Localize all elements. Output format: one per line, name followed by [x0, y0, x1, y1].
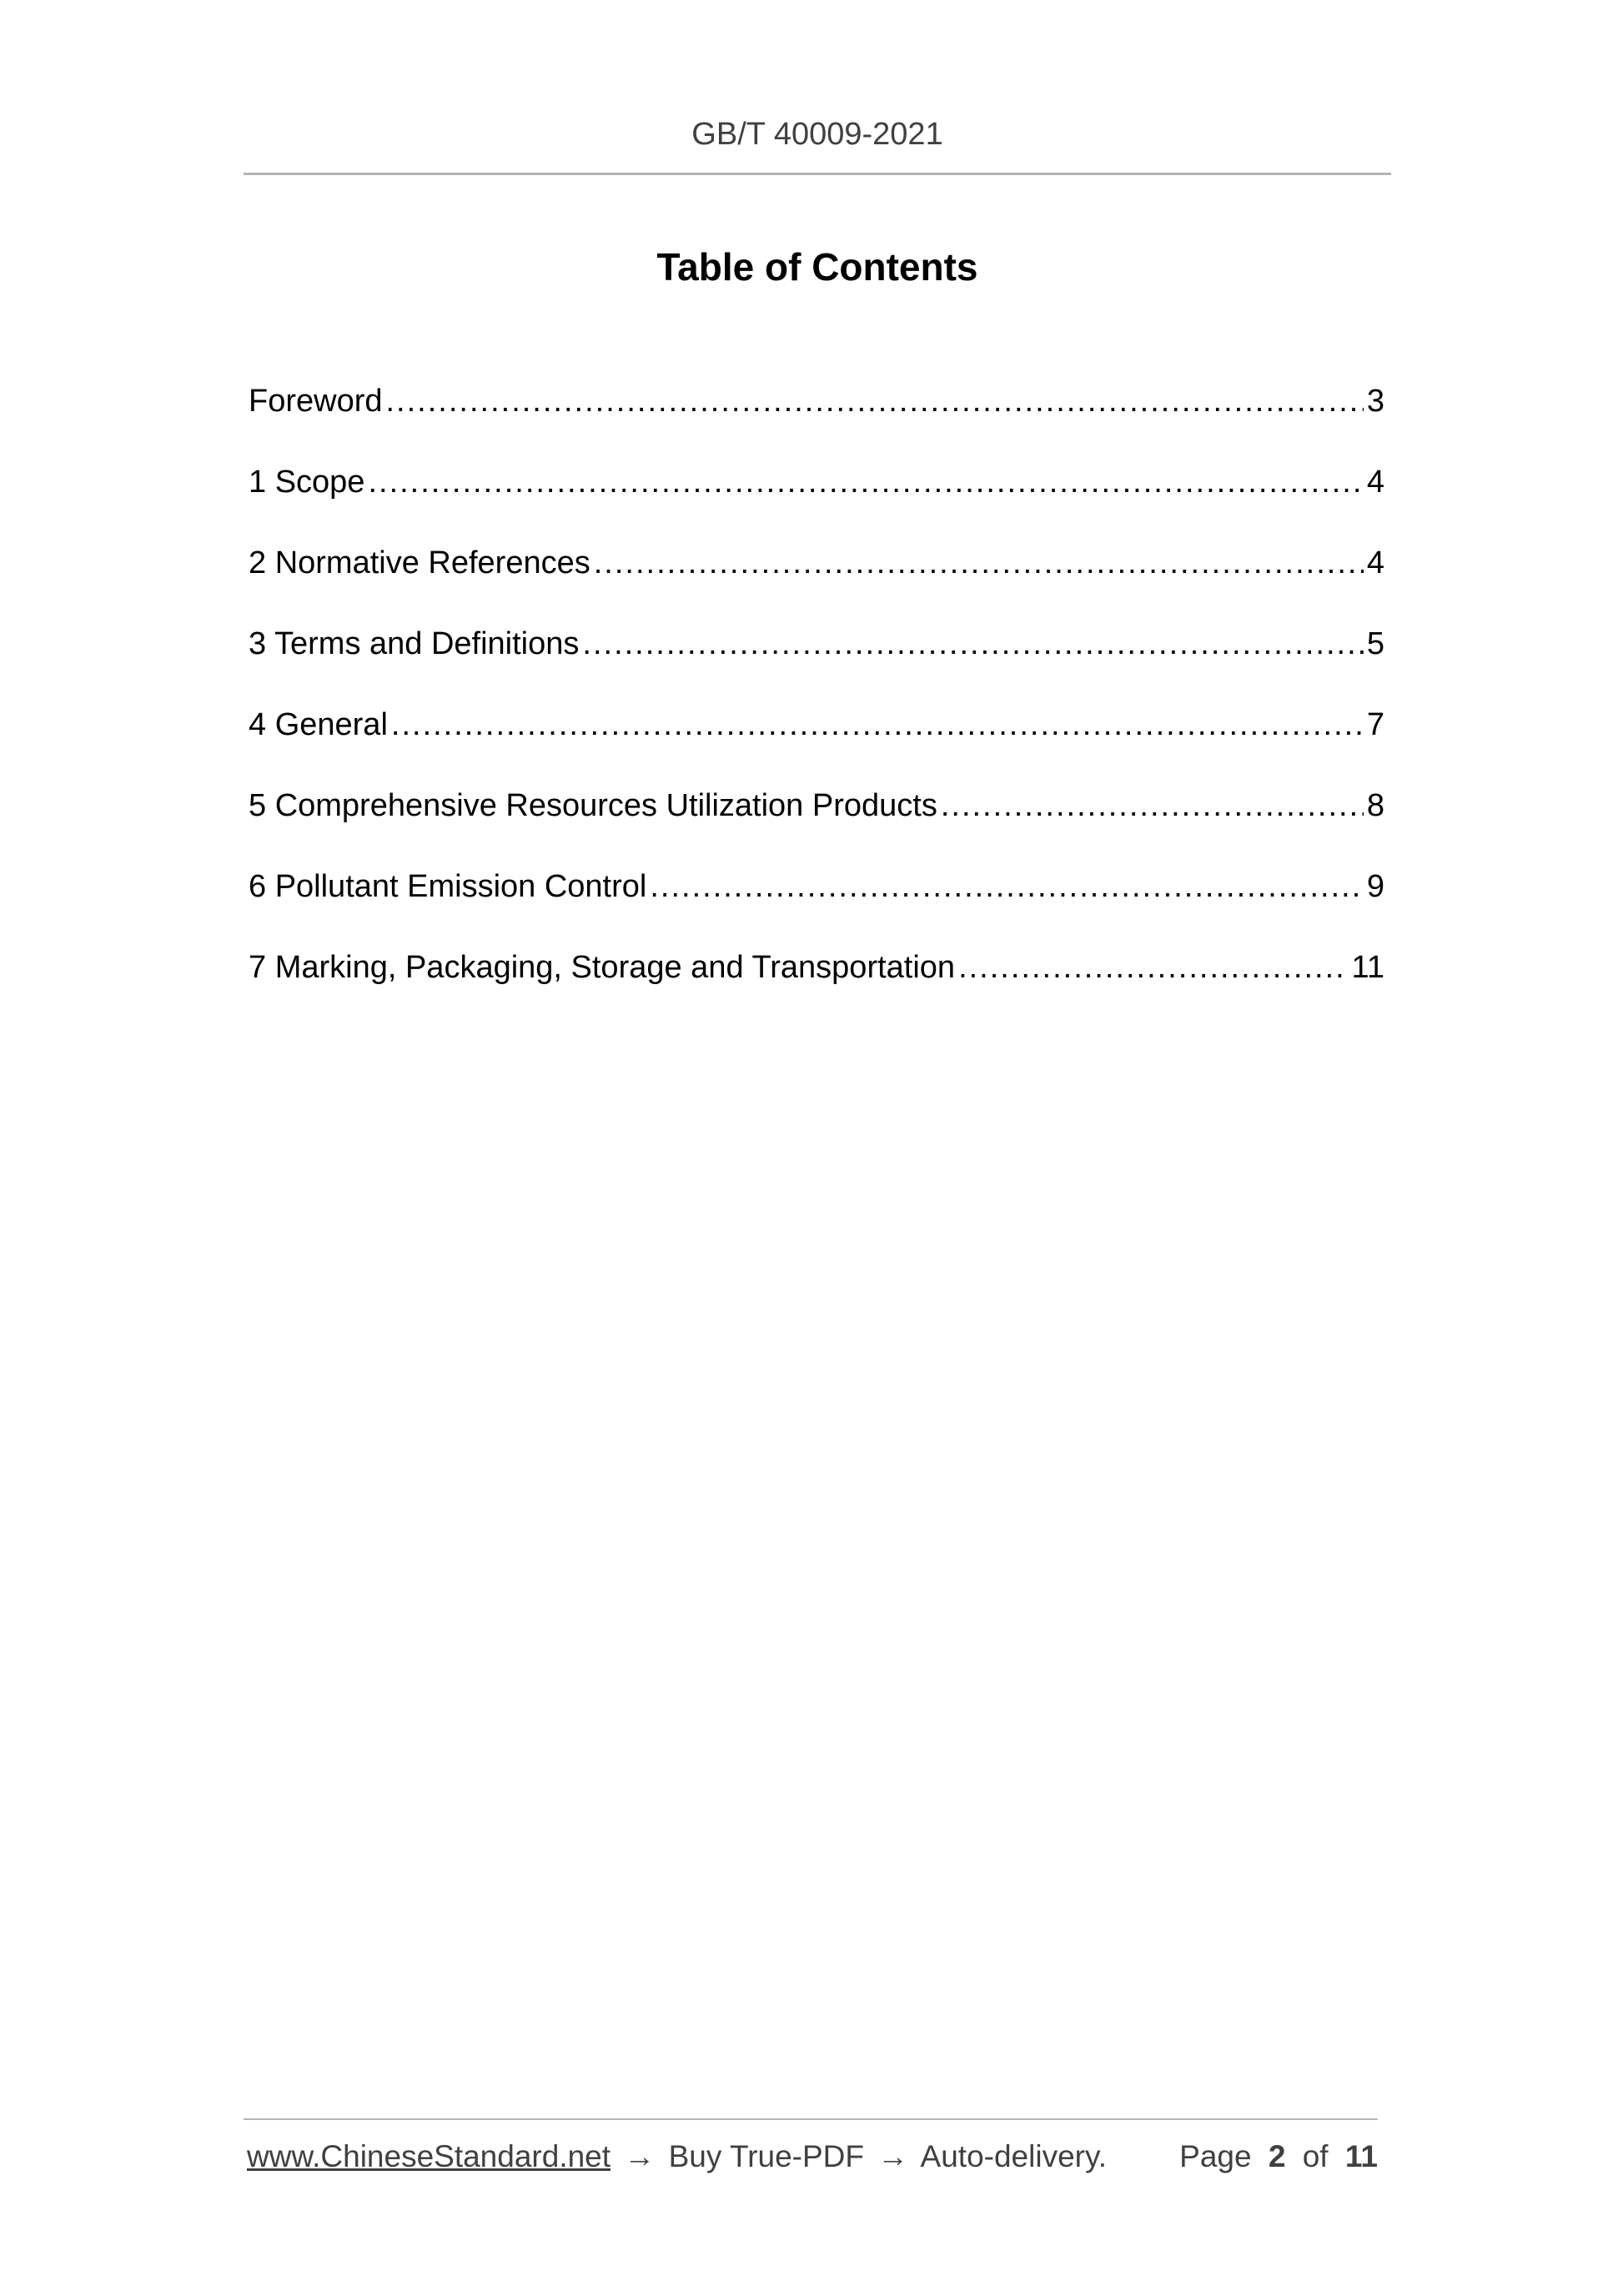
toc-entry-label: 5 Comprehensive Resources Utilization Products — [249, 788, 937, 823]
toc-entry-label: Foreword — [249, 384, 383, 419]
toc-entry-resources-utilization[interactable] — [249, 784, 1384, 865]
site-link[interactable]: www.ChineseStandard.net — [247, 2139, 611, 2173]
header-divider — [244, 173, 1391, 175]
footer-divider — [244, 2118, 1378, 2120]
toc-entry-page: 4 — [1366, 465, 1384, 500]
current-page-number: 2 — [1268, 2139, 1286, 2173]
toc-entry-label: 1 Scope — [249, 465, 365, 500]
dot-leader — [386, 379, 1364, 423]
toc-entry-page: 11 — [1351, 950, 1384, 985]
footer-promo — [247, 2137, 1107, 2177]
arrow-right-icon: → — [624, 2139, 656, 2173]
document-code-header: GB/T 40009-2021 — [691, 117, 943, 152]
toc-entry-page: 7 — [1366, 707, 1384, 742]
dot-leader — [582, 622, 1363, 666]
dot-leader — [391, 703, 1364, 746]
buy-pdf-text: Buy True-PDF — [668, 2139, 865, 2173]
toc-title: Table of Contents — [656, 245, 978, 289]
toc-entry-terms-definitions[interactable] — [249, 622, 1384, 703]
dot-leader — [650, 865, 1364, 908]
dot-leader — [941, 784, 1364, 827]
toc-entry-general[interactable] — [249, 703, 1384, 784]
toc-entry-normative-references[interactable] — [249, 541, 1384, 622]
toc-entry-marking-packaging[interactable] — [249, 946, 1384, 1027]
toc-entry-page: 5 — [1366, 626, 1384, 661]
total-pages-number: 11 — [1344, 2139, 1378, 2173]
toc-entry-label: 6 Pollutant Emission Control — [249, 869, 647, 904]
toc-entry-page: 8 — [1366, 788, 1384, 823]
toc-entry-label: 3 Terms and Definitions — [249, 626, 580, 661]
toc-entry-page: 3 — [1366, 384, 1384, 419]
toc-entry-page: 9 — [1366, 869, 1384, 904]
toc-entry-label: 4 General — [249, 707, 388, 742]
toc-list — [249, 379, 1384, 1027]
dot-leader — [594, 541, 1364, 585]
toc-entry-label: 2 Normative References — [249, 545, 590, 580]
auto-delivery-text: Auto-delivery. — [920, 2139, 1108, 2173]
toc-entry-label: 7 Marking, Packaging, Storage and Transportation — [249, 950, 956, 985]
page-footer — [247, 2137, 1378, 2177]
page-word: Page — [1179, 2139, 1252, 2173]
page-indicator — [1179, 2137, 1378, 2177]
toc-entry-pollutant-emission[interactable] — [249, 865, 1384, 946]
toc-entry-page: 4 — [1366, 545, 1384, 580]
arrow-right-icon: → — [877, 2139, 909, 2173]
dot-leader — [368, 460, 1363, 504]
dot-leader — [958, 946, 1348, 989]
toc-entry-foreword[interactable] — [249, 379, 1384, 460]
toc-entry-scope[interactable] — [249, 460, 1384, 541]
of-word: of — [1302, 2139, 1329, 2173]
